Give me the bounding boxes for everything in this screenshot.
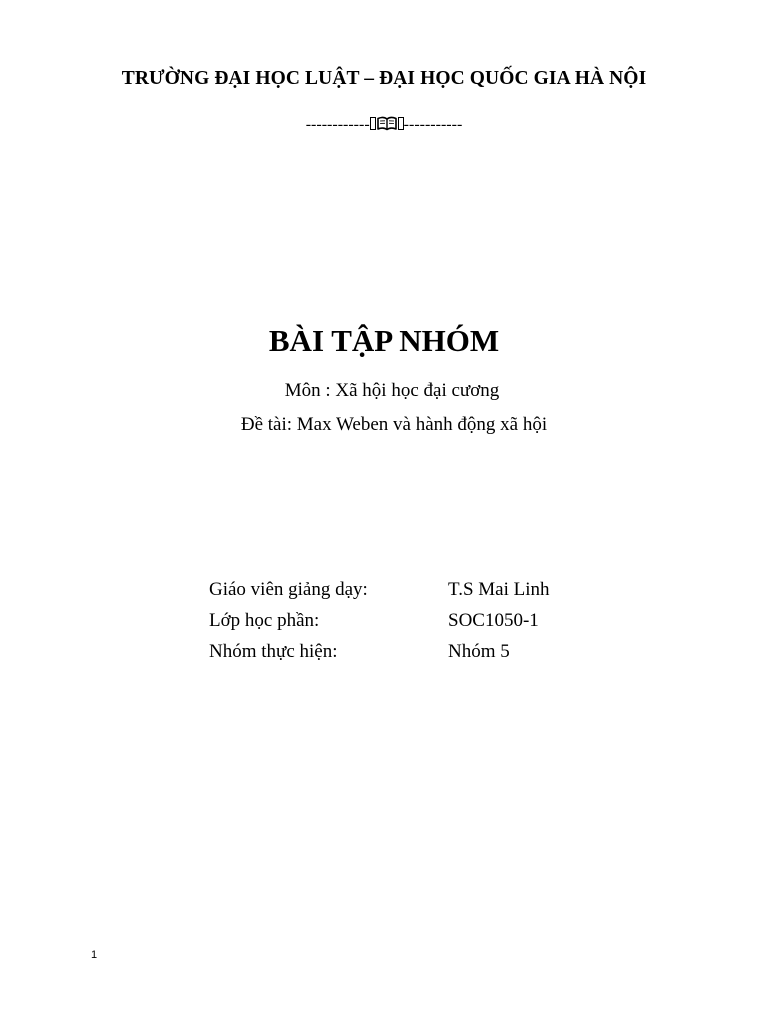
- divider-dashes-right: -----------: [403, 116, 463, 133]
- page-number: 1: [91, 949, 98, 961]
- university-name: TRƯỜNG ĐẠI HỌC LUẬT – ĐẠI HỌC QUỐC GIA HÀ NỘI: [121, 68, 647, 89]
- class-value: SOC1050-1: [448, 610, 539, 631]
- divider-dashes-left: ------------: [305, 116, 370, 133]
- document-title: BÀI TẬP NHÓM: [268, 323, 500, 358]
- group-value: Nhóm 5: [448, 641, 510, 662]
- teacher-value: T.S Mai Linh: [448, 579, 550, 600]
- topic-line: Đề tài: Max Weben và hành động xã hội: [240, 414, 548, 435]
- ornament-divider: [0, 114, 768, 136]
- group-label: Nhóm thực hiện:: [209, 641, 338, 662]
- open-book-icon: [377, 116, 397, 131]
- class-label: Lớp học phần:: [209, 610, 320, 631]
- subject-line: Môn : Xã hội học đại cương: [284, 380, 500, 401]
- placeholder-glyph-icon: [370, 117, 376, 130]
- teacher-label: Giáo viên giảng dạy:: [209, 579, 368, 600]
